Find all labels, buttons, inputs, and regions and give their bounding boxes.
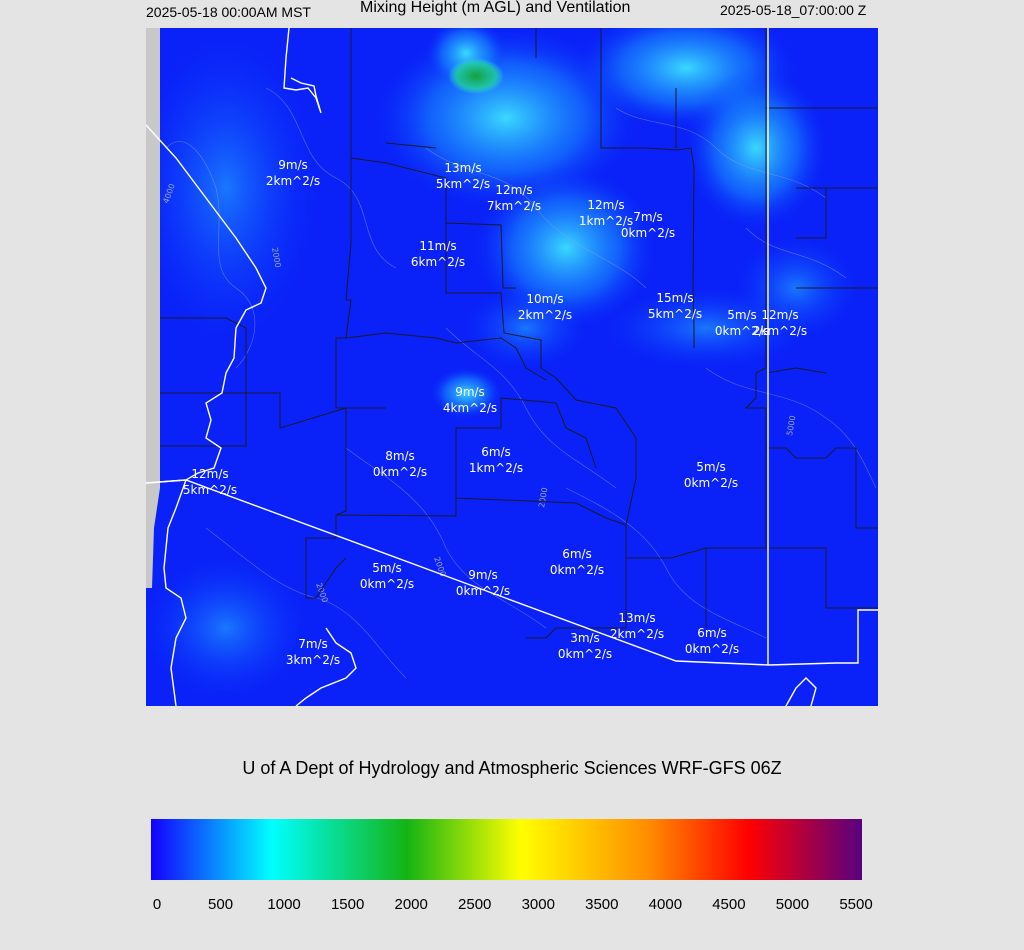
wind-speed-label: 5m/s (372, 561, 402, 575)
wind-speed-label: 12m/s (495, 183, 533, 197)
wind-speed-label: 8m/s (385, 449, 415, 463)
ventilation-label: 0km^2/s (372, 465, 428, 479)
valid-time-utc: 2025-05-18_07:00:00 Z (720, 2, 867, 18)
map-panel (146, 28, 878, 706)
contour-label: 2000 (537, 486, 550, 509)
ventilation-label: 4km^2/s (442, 401, 498, 415)
ventilation-label: 6km^2/s (410, 255, 466, 269)
ventilation-label: 2km^2/s (752, 324, 808, 338)
colorbar-tick-label: 500 (208, 896, 234, 913)
valid-time-local: 2025-05-18 00:00AM MST (146, 4, 311, 20)
colorbar-tick-label: 3000 (521, 896, 555, 913)
wind-speed-label: 5m/s (696, 460, 726, 474)
wind-speed-label: 9m/s (468, 568, 498, 582)
wind-speed-label: 15m/s (656, 291, 694, 305)
wind-speed-label: 7m/s (633, 210, 663, 224)
map-title: Mixing Height (m AGL) and Ventilation (360, 0, 631, 16)
wind-speed-label: 6m/s (562, 547, 592, 561)
model-credit: U of A Dept of Hydrology and Atmospheric Sciences WRF-GFS 06Z (242, 758, 782, 778)
wind-speed-label: 13m/s (444, 161, 482, 175)
wind-speed-label: 13m/s (618, 611, 656, 625)
wind-speed-label: 3m/s (570, 631, 600, 645)
colorbar-tick-label: 2500 (458, 896, 492, 913)
ventilation-label: 0km^2/s (714, 324, 770, 338)
ventilation-label: 0km^2/s (683, 476, 739, 490)
colorbar-tick-label: 4000 (648, 896, 683, 913)
mixing-height-map (146, 28, 878, 706)
ventilation-label: 5km^2/s (182, 483, 238, 497)
colorbar-tick-label: 2000 (394, 896, 428, 913)
wind-speed-label: 6m/s (697, 626, 727, 640)
ventilation-label: 0km^2/s (620, 226, 676, 240)
wind-speed-label: 7m/s (298, 637, 328, 651)
ventilation-label: 0km^2/s (455, 584, 511, 598)
colorbar-tick-label: 5000 (775, 896, 810, 913)
wind-speed-label: 11m/s (419, 239, 457, 253)
wind-speed-label: 9m/s (278, 158, 308, 172)
colorbar-tick-label: 1000 (267, 896, 301, 913)
ventilation-label: 2km^2/s (265, 174, 321, 188)
contour-label: 2000 (432, 555, 448, 578)
colorbar-tick-label: 4500 (712, 896, 746, 913)
wind-speed-label: 9m/s (455, 385, 485, 399)
wind-speed-label: 5m/s (727, 308, 757, 322)
wind-speed-label: 6m/s (481, 445, 511, 459)
ventilation-label: 7km^2/s (486, 199, 542, 213)
colorbar (151, 819, 862, 880)
contour-label: 4000 (161, 182, 177, 205)
ventilation-label: 5km^2/s (435, 177, 491, 191)
ventilation-label: 3km^2/s (285, 653, 341, 667)
ventilation-label: 0km^2/s (557, 647, 613, 661)
contour-label: 5000 (785, 414, 798, 437)
colorbar-tick-label: 3500 (585, 896, 619, 913)
contour-label: 2000 (314, 581, 330, 604)
colorbar-ticks (0, 896, 1024, 916)
wind-speed-label: 12m/s (761, 308, 799, 322)
colorbar-tick-label: 5500 (839, 896, 873, 913)
colorbar-ramp (151, 819, 862, 880)
wind-speed-label: 12m/s (587, 198, 625, 212)
ventilation-label: 0km^2/s (549, 563, 605, 577)
ventilation-label: 2km^2/s (609, 627, 665, 641)
ventilation-label: 2km^2/s (517, 308, 573, 322)
colorbar-tick-label: 1500 (330, 896, 365, 913)
colorbar-tick-label: 0 (152, 896, 162, 913)
ventilation-label: 1km^2/s (468, 461, 524, 475)
ventilation-label: 5km^2/s (647, 307, 703, 321)
wind-speed-label: 10m/s (526, 292, 564, 306)
ventilation-label: 0km^2/s (684, 642, 740, 656)
ventilation-label: 1km^2/s (578, 214, 634, 228)
wind-speed-label: 12m/s (191, 467, 229, 481)
contour-label: 2000 (270, 246, 283, 269)
ventilation-label: 0km^2/s (359, 577, 415, 591)
